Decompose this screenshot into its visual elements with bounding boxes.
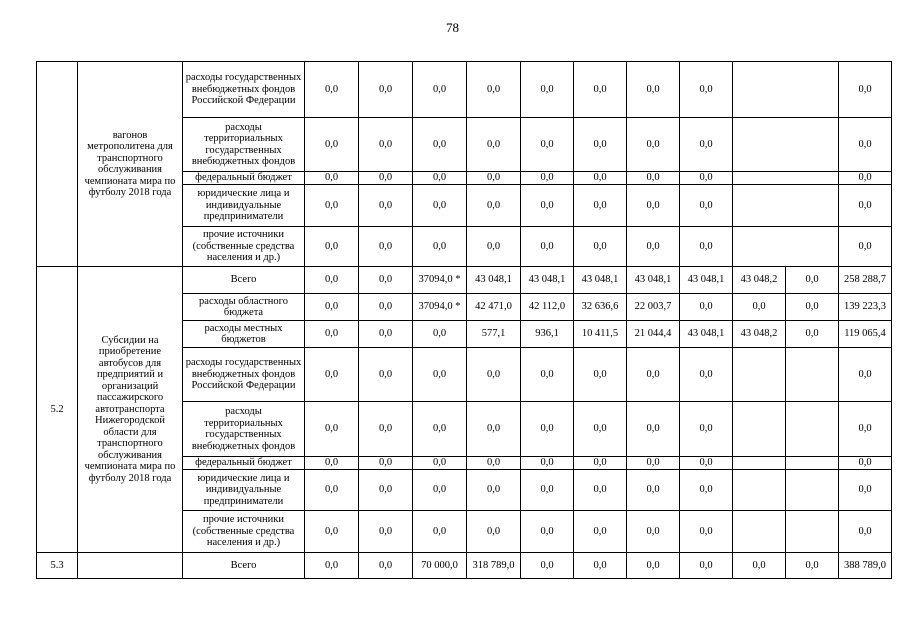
value-cell: 0,0 bbox=[627, 457, 680, 470]
item-description: Субсидии на приобретение автобусов для предприятий и организаций пассажирского автотранспорта Нижегородской области для транспортного обслуживания чемпионата мира по футболу 2018 года bbox=[78, 267, 183, 553]
page-number: 78 bbox=[446, 20, 459, 35]
value-cell: 0,0 bbox=[680, 185, 733, 227]
value-cell: 43 048,1 bbox=[680, 321, 733, 348]
funding-source: расходы территориальных государственных внебюджетных фондов bbox=[183, 118, 305, 172]
value-cell bbox=[733, 185, 839, 227]
value-cell: 43 048,1 bbox=[574, 267, 627, 294]
funding-source: прочие источники (собственные средства населения и др.) bbox=[183, 511, 305, 553]
funding-source: расходы государственных внебюджетных фондов Российской Федерации bbox=[183, 62, 305, 118]
value-cell: 0,0 bbox=[574, 553, 627, 579]
value-cell: 0,0 bbox=[680, 227, 733, 267]
value-cell: 0,0 bbox=[680, 62, 733, 118]
value-cell: 43 048,1 bbox=[680, 267, 733, 294]
value-cell: 0,0 bbox=[359, 62, 413, 118]
value-cell bbox=[786, 402, 839, 457]
value-cell: 0,0 bbox=[413, 470, 467, 511]
value-cell: 0,0 bbox=[839, 118, 892, 172]
value-cell: 0,0 bbox=[359, 185, 413, 227]
value-cell: 0,0 bbox=[413, 402, 467, 457]
funding-source: федеральный бюджет bbox=[183, 457, 305, 470]
value-cell: 0,0 bbox=[413, 185, 467, 227]
value-cell: 0,0 bbox=[305, 185, 359, 227]
value-cell: 0,0 bbox=[521, 457, 574, 470]
value-cell bbox=[733, 227, 839, 267]
value-cell: 0,0 bbox=[467, 457, 521, 470]
value-cell: 0,0 bbox=[305, 172, 359, 185]
value-cell: 0,0 bbox=[786, 294, 839, 321]
value-cell: 0,0 bbox=[574, 457, 627, 470]
funding-source: федеральный бюджет bbox=[183, 172, 305, 185]
value-cell: 0,0 bbox=[680, 457, 733, 470]
value-cell: 0,0 bbox=[467, 227, 521, 267]
value-cell: 0,0 bbox=[839, 348, 892, 402]
value-cell: 21 044,4 bbox=[627, 321, 680, 348]
funding-source: юридические лица и индивидуальные предприниматели bbox=[183, 185, 305, 227]
value-cell: 0,0 bbox=[413, 511, 467, 553]
value-cell: 0,0 bbox=[574, 62, 627, 118]
value-cell: 0,0 bbox=[627, 553, 680, 579]
value-cell: 0,0 bbox=[467, 172, 521, 185]
value-cell: 0,0 bbox=[627, 348, 680, 402]
value-cell bbox=[733, 457, 786, 470]
value-cell: 32 636,6 bbox=[574, 294, 627, 321]
value-cell: 0,0 bbox=[733, 294, 786, 321]
value-cell: 0,0 bbox=[680, 402, 733, 457]
value-cell: 43 048,1 bbox=[627, 267, 680, 294]
funding-source: расходы местных бюджетов bbox=[183, 321, 305, 348]
value-cell: 70 000,0 bbox=[413, 553, 467, 579]
value-cell: 0,0 bbox=[359, 321, 413, 348]
value-cell: 0,0 bbox=[521, 118, 574, 172]
value-cell bbox=[786, 470, 839, 511]
value-cell: 0,0 bbox=[680, 511, 733, 553]
value-cell: 258 288,7 bbox=[839, 267, 892, 294]
value-cell: 0,0 bbox=[521, 348, 574, 402]
value-cell: 0,0 bbox=[359, 553, 413, 579]
value-cell: 0,0 bbox=[359, 294, 413, 321]
value-cell: 0,0 bbox=[521, 227, 574, 267]
value-cell: 0,0 bbox=[574, 185, 627, 227]
value-cell: 0,0 bbox=[839, 62, 892, 118]
value-cell bbox=[733, 172, 839, 185]
value-cell: 0,0 bbox=[733, 553, 786, 579]
value-cell: 0,0 bbox=[359, 457, 413, 470]
value-cell: 0,0 bbox=[680, 348, 733, 402]
value-cell: 0,0 bbox=[305, 470, 359, 511]
value-cell: 0,0 bbox=[627, 172, 680, 185]
value-cell: 0,0 bbox=[467, 470, 521, 511]
item-number: 5.2 bbox=[37, 267, 78, 553]
value-cell: 22 003,7 bbox=[627, 294, 680, 321]
value-cell: 0,0 bbox=[521, 62, 574, 118]
value-cell: 0,0 bbox=[839, 402, 892, 457]
value-cell: 0,0 bbox=[839, 227, 892, 267]
value-cell: 0,0 bbox=[574, 470, 627, 511]
value-cell bbox=[733, 402, 786, 457]
value-cell: 0,0 bbox=[467, 185, 521, 227]
value-cell: 0,0 bbox=[413, 62, 467, 118]
value-cell: 0,0 bbox=[305, 227, 359, 267]
value-cell: 0,0 bbox=[305, 511, 359, 553]
value-cell: 0,0 bbox=[680, 294, 733, 321]
value-cell: 0,0 bbox=[521, 185, 574, 227]
budget-table bbox=[36, 61, 892, 579]
value-cell bbox=[733, 348, 786, 402]
value-cell bbox=[733, 62, 839, 118]
value-cell bbox=[733, 470, 786, 511]
funding-source: расходы государственных внебюджетных фондов Российской Федерации bbox=[183, 348, 305, 402]
value-cell: 0,0 bbox=[359, 470, 413, 511]
value-cell: 0,0 bbox=[627, 227, 680, 267]
value-cell: 0,0 bbox=[627, 118, 680, 172]
item-description: вагонов метрополитена для транспортного обслуживания чемпионата мира по футболу 2018 года bbox=[78, 62, 183, 267]
value-cell: 0,0 bbox=[413, 321, 467, 348]
value-cell: 42 112,0 bbox=[521, 294, 574, 321]
value-cell: 0,0 bbox=[413, 118, 467, 172]
value-cell: 0,0 bbox=[359, 172, 413, 185]
item-number: 5.3 bbox=[37, 553, 78, 579]
value-cell: 0,0 bbox=[786, 321, 839, 348]
value-cell: 0,0 bbox=[305, 267, 359, 294]
value-cell: 0,0 bbox=[305, 402, 359, 457]
value-cell: 0,0 bbox=[839, 457, 892, 470]
table-row bbox=[37, 62, 892, 118]
value-cell: 0,0 bbox=[574, 227, 627, 267]
value-cell: 0,0 bbox=[467, 62, 521, 118]
value-cell: 0,0 bbox=[359, 402, 413, 457]
funding-source: Всего bbox=[183, 267, 305, 294]
value-cell: 318 789,0 bbox=[467, 553, 521, 579]
value-cell: 0,0 bbox=[574, 172, 627, 185]
value-cell: 43 048,1 bbox=[467, 267, 521, 294]
value-cell: 0,0 bbox=[467, 402, 521, 457]
value-cell: 0,0 bbox=[305, 457, 359, 470]
funding-source: прочие источники (собственные средства населения и др.) bbox=[183, 227, 305, 267]
value-cell: 42 471,0 bbox=[467, 294, 521, 321]
value-cell: 0,0 bbox=[467, 118, 521, 172]
value-cell: 43 048,1 bbox=[521, 267, 574, 294]
value-cell: 0,0 bbox=[627, 470, 680, 511]
value-cell: 0,0 bbox=[521, 511, 574, 553]
value-cell: 37094,0 * bbox=[413, 267, 467, 294]
value-cell: 0,0 bbox=[627, 402, 680, 457]
value-cell: 0,0 bbox=[359, 118, 413, 172]
value-cell: 0,0 bbox=[359, 348, 413, 402]
value-cell: 0,0 bbox=[305, 553, 359, 579]
value-cell: 0,0 bbox=[627, 62, 680, 118]
funding-source: Всего bbox=[183, 553, 305, 579]
value-cell: 0,0 bbox=[305, 294, 359, 321]
item-number bbox=[37, 62, 78, 267]
value-cell bbox=[733, 118, 839, 172]
value-cell: 0,0 bbox=[413, 172, 467, 185]
value-cell: 0,0 bbox=[305, 62, 359, 118]
value-cell: 0,0 bbox=[839, 172, 892, 185]
value-cell: 119 065,4 bbox=[839, 321, 892, 348]
value-cell bbox=[786, 457, 839, 470]
value-cell: 0,0 bbox=[305, 348, 359, 402]
table-row bbox=[37, 553, 892, 579]
value-cell: 37094,0 * bbox=[413, 294, 467, 321]
value-cell: 0,0 bbox=[839, 470, 892, 511]
funding-source: расходы территориальных государственных внебюджетных фондов bbox=[183, 402, 305, 457]
value-cell: 43 048,2 bbox=[733, 321, 786, 348]
value-cell: 0,0 bbox=[786, 267, 839, 294]
value-cell: 577,1 bbox=[467, 321, 521, 348]
value-cell: 0,0 bbox=[627, 185, 680, 227]
value-cell: 0,0 bbox=[839, 185, 892, 227]
value-cell: 0,0 bbox=[413, 457, 467, 470]
value-cell bbox=[786, 348, 839, 402]
value-cell: 0,0 bbox=[680, 172, 733, 185]
value-cell: 0,0 bbox=[574, 118, 627, 172]
value-cell: 0,0 bbox=[574, 348, 627, 402]
value-cell: 0,0 bbox=[786, 553, 839, 579]
value-cell: 0,0 bbox=[839, 511, 892, 553]
value-cell: 0,0 bbox=[359, 267, 413, 294]
value-cell: 0,0 bbox=[574, 511, 627, 553]
value-cell: 0,0 bbox=[359, 227, 413, 267]
value-cell: 0,0 bbox=[413, 348, 467, 402]
value-cell: 0,0 bbox=[627, 511, 680, 553]
value-cell bbox=[733, 511, 786, 553]
value-cell: 0,0 bbox=[521, 470, 574, 511]
value-cell: 43 048,2 bbox=[733, 267, 786, 294]
funding-source: расходы областного бюджета bbox=[183, 294, 305, 321]
value-cell: 0,0 bbox=[680, 118, 733, 172]
value-cell: 139 223,3 bbox=[839, 294, 892, 321]
value-cell: 0,0 bbox=[305, 321, 359, 348]
value-cell: 10 411,5 bbox=[574, 321, 627, 348]
value-cell: 936,1 bbox=[521, 321, 574, 348]
value-cell: 388 789,0 bbox=[839, 553, 892, 579]
value-cell: 0,0 bbox=[467, 511, 521, 553]
value-cell: 0,0 bbox=[305, 118, 359, 172]
item-description bbox=[78, 553, 183, 579]
funding-source: юридические лица и индивидуальные предприниматели bbox=[183, 470, 305, 511]
value-cell: 0,0 bbox=[521, 172, 574, 185]
value-cell: 0,0 bbox=[359, 511, 413, 553]
value-cell: 0,0 bbox=[680, 470, 733, 511]
value-cell: 0,0 bbox=[413, 227, 467, 267]
value-cell: 0,0 bbox=[521, 402, 574, 457]
value-cell: 0,0 bbox=[680, 553, 733, 579]
value-cell: 0,0 bbox=[521, 553, 574, 579]
table-row bbox=[37, 267, 892, 294]
value-cell: 0,0 bbox=[467, 348, 521, 402]
value-cell bbox=[786, 511, 839, 553]
value-cell: 0,0 bbox=[574, 402, 627, 457]
